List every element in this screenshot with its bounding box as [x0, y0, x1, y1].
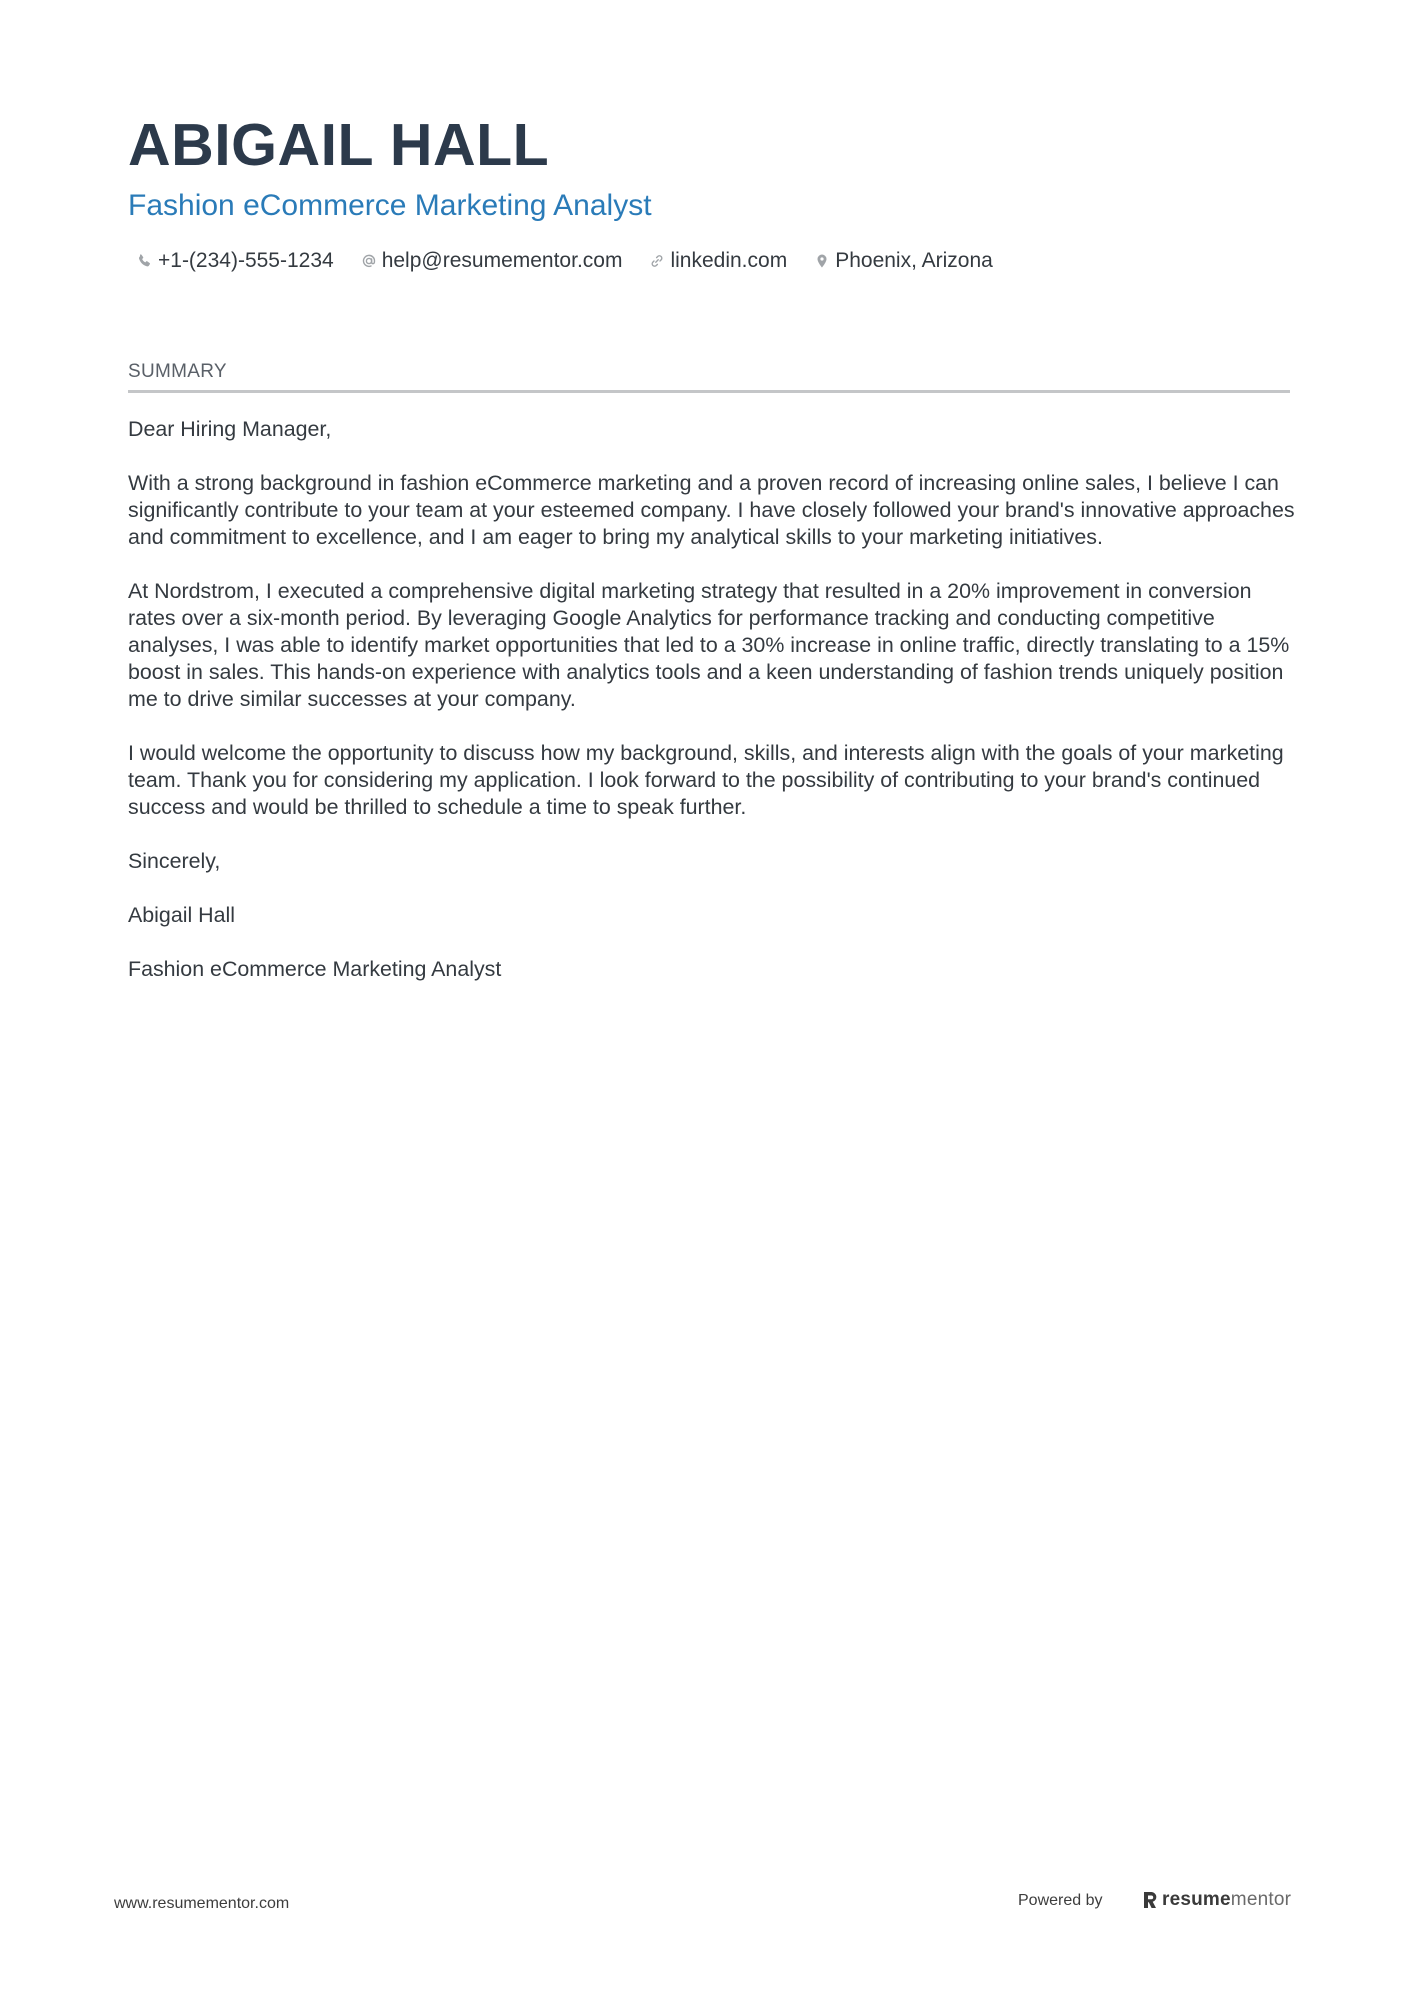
cover-letter-body: [128, 416, 1298, 1010]
contact-phone: [136, 249, 334, 273]
link-icon: [648, 252, 666, 270]
phone-text: +1-(234)-555-1234: [158, 249, 334, 272]
resumementor-logo[interactable]: [1142, 1889, 1291, 1911]
brand-light: mentor: [1230, 1889, 1292, 1910]
brand-bold: resume: [1162, 1889, 1231, 1910]
contact-linkedin[interactable]: [648, 249, 787, 273]
paragraph-experience: At Nordstrom, I executed a comprehensive digital marketing strategy that resulted in a 20% improvement in conversion rates over a six-month period. By leveraging Google Analytics for performance tracking and conducting competitive analyses, I was able to identify market opportunities that led to a 30% increase in online traffic, directly translating to a 15% boost in sales. This hands-on experience with analytics tools and a keen understanding of fashion trends uniquely position me to drive similar successes at your company.: [128, 579, 1290, 711]
summary-heading-label: SUMMARY: [128, 361, 227, 382]
summary-heading: [128, 360, 1290, 393]
powered-by-label: Powered by: [1018, 1892, 1103, 1909]
job-title: Fashion eCommerce Marketing Analyst: [128, 189, 652, 222]
phone-icon: [136, 252, 154, 270]
contact-email[interactable]: [360, 249, 623, 273]
location-pin-icon: [813, 252, 831, 270]
signature-name: Abigail Hall: [128, 903, 236, 927]
paragraph-closing: I would welcome the opportunity to discuss how my background, skills, and interests align with the goals of your marketing team. Thank you for considering my application. I look forward to the possibility of contributing to your brand's continued success and would be thrilled to schedule a time to speak further.: [128, 741, 1284, 819]
signature-title: Fashion eCommerce Marketing Analyst: [128, 957, 502, 981]
candidate-name: ABIGAIL HALL: [128, 112, 550, 178]
greeting: Dear Hiring Manager,: [128, 417, 332, 441]
resumementor-logo-icon: [1142, 1890, 1158, 1910]
resumementor-wordmark: [1162, 1889, 1291, 1911]
at-icon: [360, 252, 378, 270]
closing: Sincerely,: [128, 849, 221, 873]
paragraph-intro: With a strong background in fashion eCommerce marketing and a proven record of increasing online sales, I believe I can significantly contribute to your team at your esteemed company. I have closely followed your brand's innovative approaches and commitment to excellence, and I am eager to bring my analytical skills to your marketing initiatives.: [128, 471, 1295, 549]
location-text: Phoenix, Arizona: [835, 249, 993, 272]
contact-location: [813, 249, 993, 273]
footer-website-link[interactable]: www.resumementor.com: [114, 1895, 290, 1912]
linkedin-text: linkedin.com: [670, 249, 788, 272]
email-text: help@resumementor.com: [381, 249, 623, 272]
contact-row: [136, 244, 1019, 278]
